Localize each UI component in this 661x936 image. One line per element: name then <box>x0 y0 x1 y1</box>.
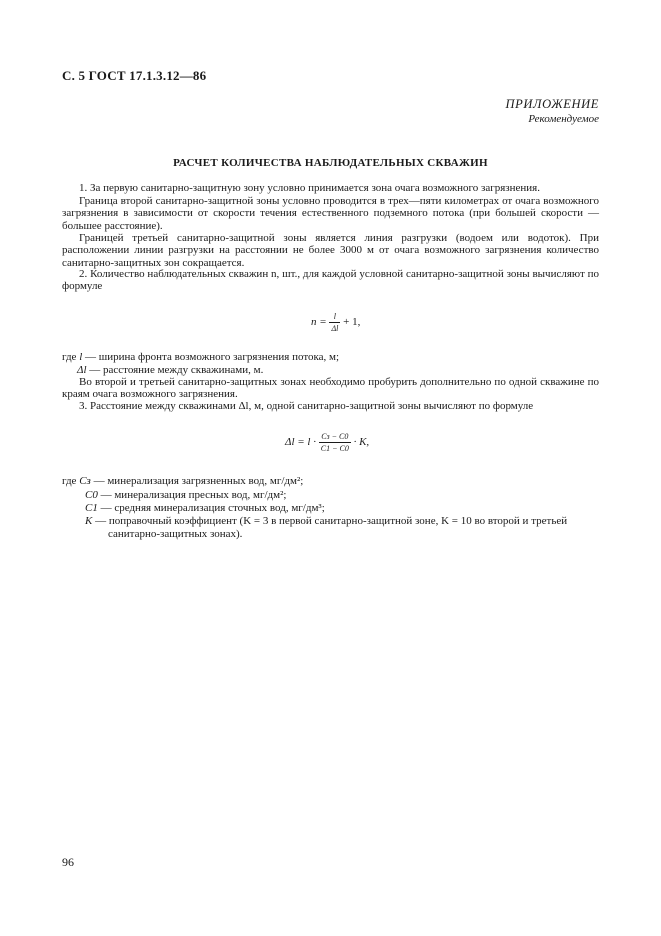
definition-k-cont: санитарно-защитных зонах). <box>108 528 243 540</box>
definition-c3-text: — минерализация загрязненных вод, мг/дм²; <box>93 475 304 487</box>
symbol-l: l <box>79 351 83 363</box>
formula-dl-denominator: C1 − C0 <box>320 444 349 453</box>
formula-dl-rhs: · K, <box>353 436 370 449</box>
paragraph-4: 2. Количество наблюдательных скважин n, шт., для каждой условной санитарно-защитной зоны вычисляют по формуле <box>62 268 599 293</box>
section-title: РАСЧЕТ КОЛИЧЕСТВА НАБЛЮДАТЕЛЬНЫХ СКВАЖИН <box>173 157 488 169</box>
definition-c3 <box>62 475 303 487</box>
formula-n-rhs: + 1, <box>343 316 361 329</box>
definition-l <box>62 351 339 363</box>
definition-k-text: — поправочный коэффициент (K = 3 в первой санитарно-защитной зоне, K = 10 во второй и третьей <box>95 515 568 527</box>
where-label-2: где <box>62 475 77 487</box>
formula-dl-numerator: Cз − C0 <box>321 432 349 441</box>
definition-l-text: — ширина фронта возможного загрязнения потока, м; <box>85 351 340 363</box>
definition-dl-text: — расстояние между скважинами, м. <box>89 364 264 376</box>
symbol-dl: Δl <box>77 364 87 376</box>
symbol-c3: Cз <box>79 475 91 487</box>
paragraph-6: 3. Расстояние между скважинами Δl, м, одной санитарно-защитной зоны вычисляют по формуле <box>79 400 534 412</box>
formula-dl <box>285 432 369 453</box>
paragraph-2: Граница второй санитарно-защитной зоны условно проводится в трех—пяти километрах от очага возможного загрязнения в зависимости от скорости течения естественного подземного потока (при большей скорости — большее расстояние). <box>62 195 599 232</box>
formula-dl-fraction <box>319 432 351 453</box>
formula-dl-lhs: Δl = l · <box>285 436 316 449</box>
definition-k <box>85 515 600 527</box>
formula-n-numerator: l <box>333 312 337 321</box>
symbol-k: K <box>85 515 93 527</box>
definition-c1-text: — средняя минерализация сточных вод, мг/дм³; <box>100 502 325 514</box>
formula-n <box>311 312 360 333</box>
definition-c0 <box>85 489 286 501</box>
formula-n-denominator: Δl <box>331 324 339 333</box>
definition-c1 <box>85 502 325 514</box>
formula-n-fraction <box>329 312 340 333</box>
paragraph-5: Во второй и третьей санитарно-защитных зонах необходимо пробурить дополнительно по одной скважине по краям очага возможного загрязнения. <box>62 376 599 401</box>
definition-dl <box>77 364 263 376</box>
symbol-c1: C1 <box>85 502 98 514</box>
paragraph-1: 1. За первую санитарно-защитную зону условно принимается зона очага возможного загрязнения. <box>79 182 540 194</box>
page-header: С. 5 ГОСТ 17.1.3.12—86 <box>62 68 207 83</box>
formula-n-lhs: n = <box>311 316 327 329</box>
page-number: 96 <box>62 855 74 869</box>
appendix-subtitle: Рекомендуемое <box>528 113 599 125</box>
appendix-title: ПРИЛОЖЕНИЕ <box>505 97 599 111</box>
where-label: где <box>62 351 77 363</box>
paragraph-3: Границей третьей санитарно-защитной зоны является линия разгрузки (водоем или водоток). При расположении линии разгрузки на расстоянии не более 3000 м от очага возможного загрязнения количество санитарно-защитных зон сокращается. <box>62 232 599 269</box>
appendix-label <box>506 97 599 125</box>
definition-c0-text: — минерализация пресных вод, мг/дм²; <box>100 489 287 501</box>
symbol-c0: C0 <box>85 489 98 501</box>
